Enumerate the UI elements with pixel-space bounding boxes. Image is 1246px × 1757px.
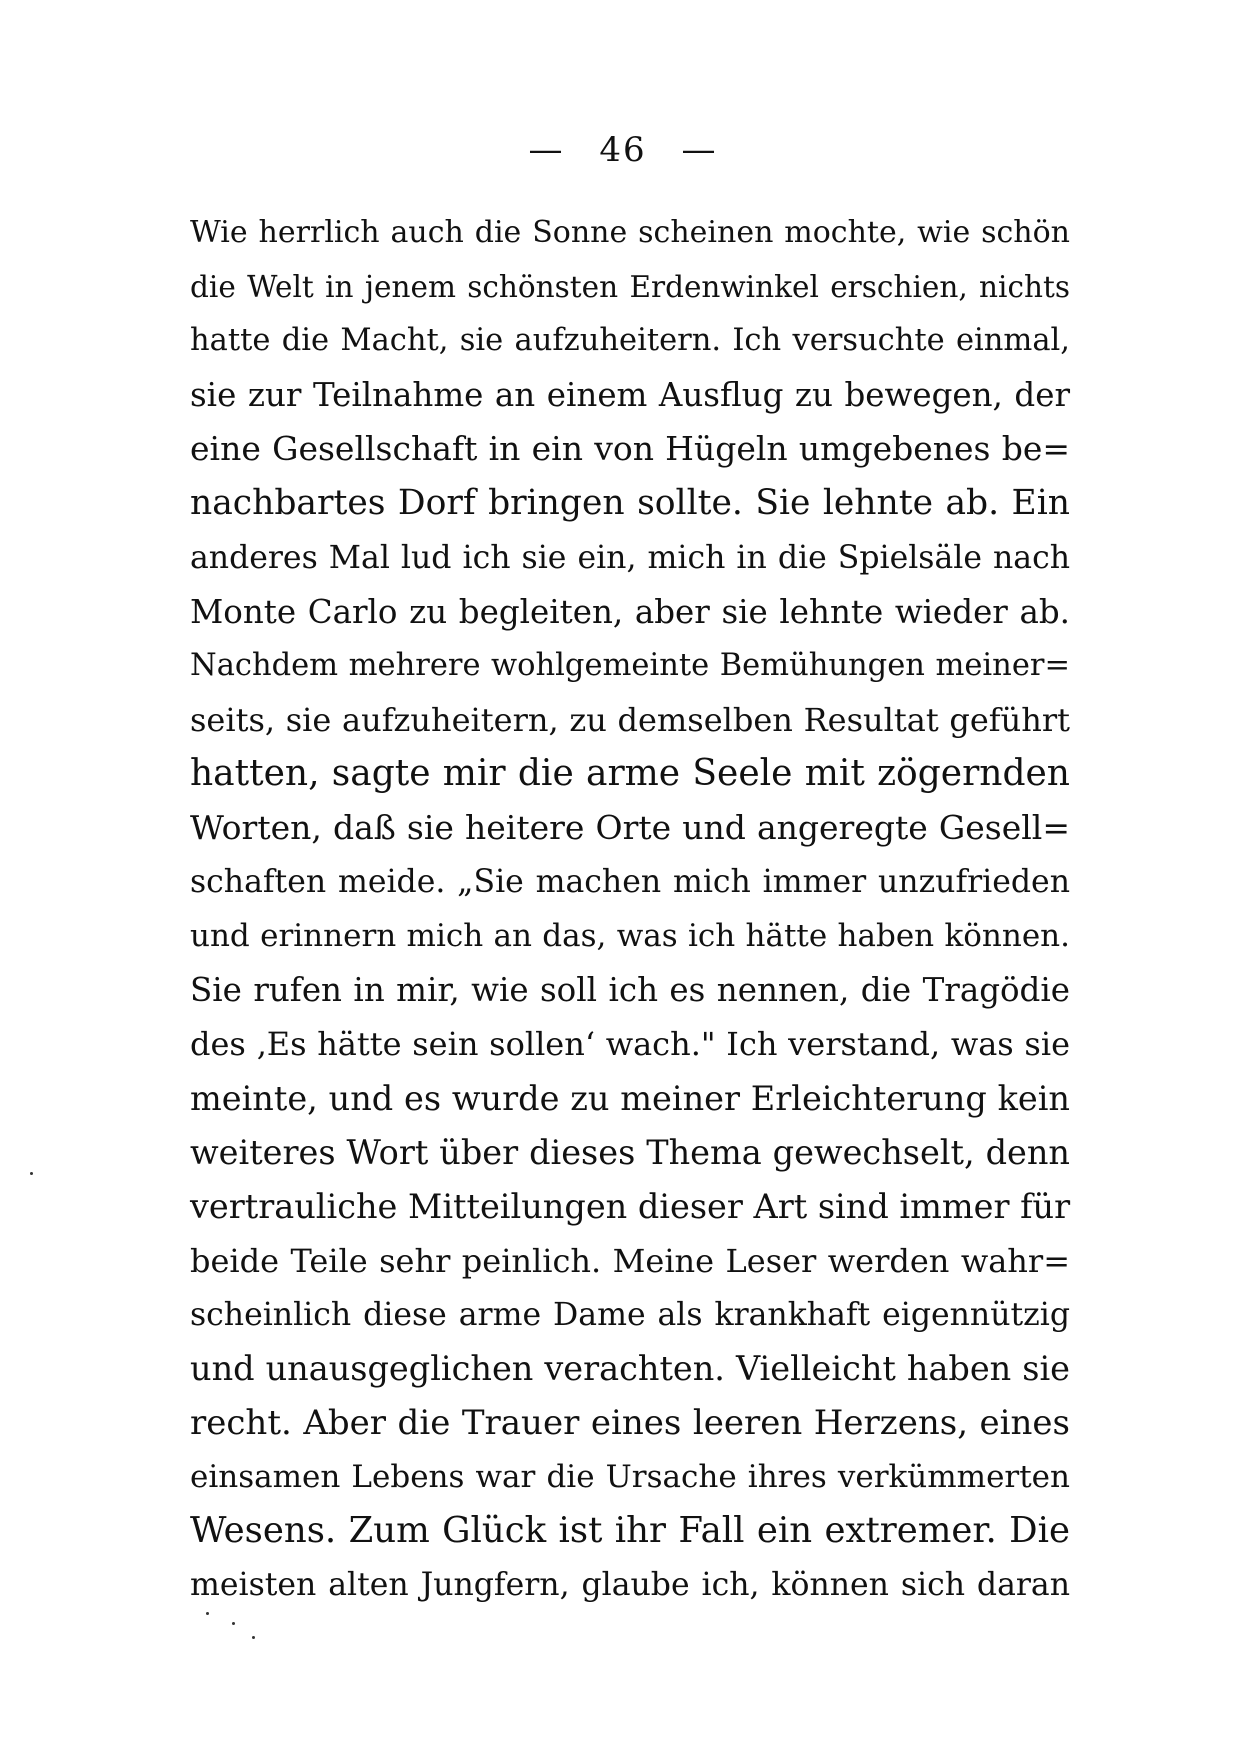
page-number-header (0, 130, 1246, 170)
text-line: Worten, daß sie heitere Orte und angeregte Gesell= (190, 808, 1070, 848)
text-line: und unausgeglichen verachten. Vielleicht haben sie (190, 1348, 1070, 1388)
text-line: nachbartes Dorf bringen sollte. Sie lehnte ab. Ein (190, 483, 1070, 524)
text-line: hatten, sagte mir die arme Seele mit zögernden (190, 752, 1070, 794)
text-line: anderes Mal lud ich sie ein, mich in die Spielsäle nach (190, 539, 1070, 576)
paper-speck (30, 1172, 33, 1175)
text-line: recht. Aber die Trauer eines leeren Herzens, eines (190, 1403, 1070, 1444)
text-line: einsamen Lebens war die Ursache ihres verkümmerten (190, 1459, 1070, 1496)
text-line: sie zur Teilnahme an einem Ausflug zu bewegen, der (190, 376, 1070, 415)
text-line: scheinlich diese arme Dame als krankhaft eigennützig (190, 1296, 1070, 1333)
paper-speck (232, 1622, 235, 1625)
text-line: vertrauliche Mitteilungen dieser Art sind immer für (190, 1186, 1071, 1226)
text-line: des ‚Es hätte sein sollen‘ wach." Ich verstand, was sie (190, 1025, 1070, 1064)
page-number: 46 (599, 130, 647, 170)
text-line: seits, sie aufzuheitern, zu demselben Resultat geführt (190, 700, 1070, 739)
page-number-dash-left: — (528, 130, 565, 170)
text-line: meisten alten Jungfern, glaube ich, können sich daran (190, 1567, 1070, 1604)
text-line: Wesens. Zum Glück ist ihr Fall ein extremer. Die (190, 1510, 1070, 1552)
text-line: meinte, und es wurde zu meiner Erleichterung kein (190, 1078, 1070, 1118)
text-line: die Welt in jenem schönsten Erdenwinkel erschien, nichts (190, 270, 1070, 305)
page-number-dash-right: — (681, 130, 718, 170)
text-line: schaften meide. „Sie machen mich immer unzufrieden (190, 864, 1070, 901)
text-line: Sie rufen in mir, wie soll ich es nennen, die Tragödie (190, 971, 1070, 1010)
text-line: hatte die Macht, sie aufzuheitern. Ich versuchte einmal, (190, 323, 1070, 359)
text-line: eine Gesellschaft in ein von Hügeln umgebenes be= (190, 429, 1070, 469)
text-line: und erinnern mich an das, was ich hätte haben können. (190, 918, 1070, 955)
paper-speck (206, 1612, 209, 1615)
text-line: Wie herrlich auch die Sonne scheinen mochte, wie schön (190, 215, 1070, 250)
body-text (190, 206, 1070, 1612)
paper-speck (252, 1636, 255, 1639)
text-line: Nachdem mehrere wohlgemeinte Bemühungen meiner= (190, 647, 1070, 683)
text-line: weiteres Wort über dieses Thema gewechselt, denn (190, 1132, 1070, 1172)
text-line: beide Teile sehr peinlich. Meine Leser werden wahr= (190, 1241, 1070, 1280)
text-line: Monte Carlo zu begleiten, aber sie lehnte wieder ab. (190, 592, 1070, 631)
